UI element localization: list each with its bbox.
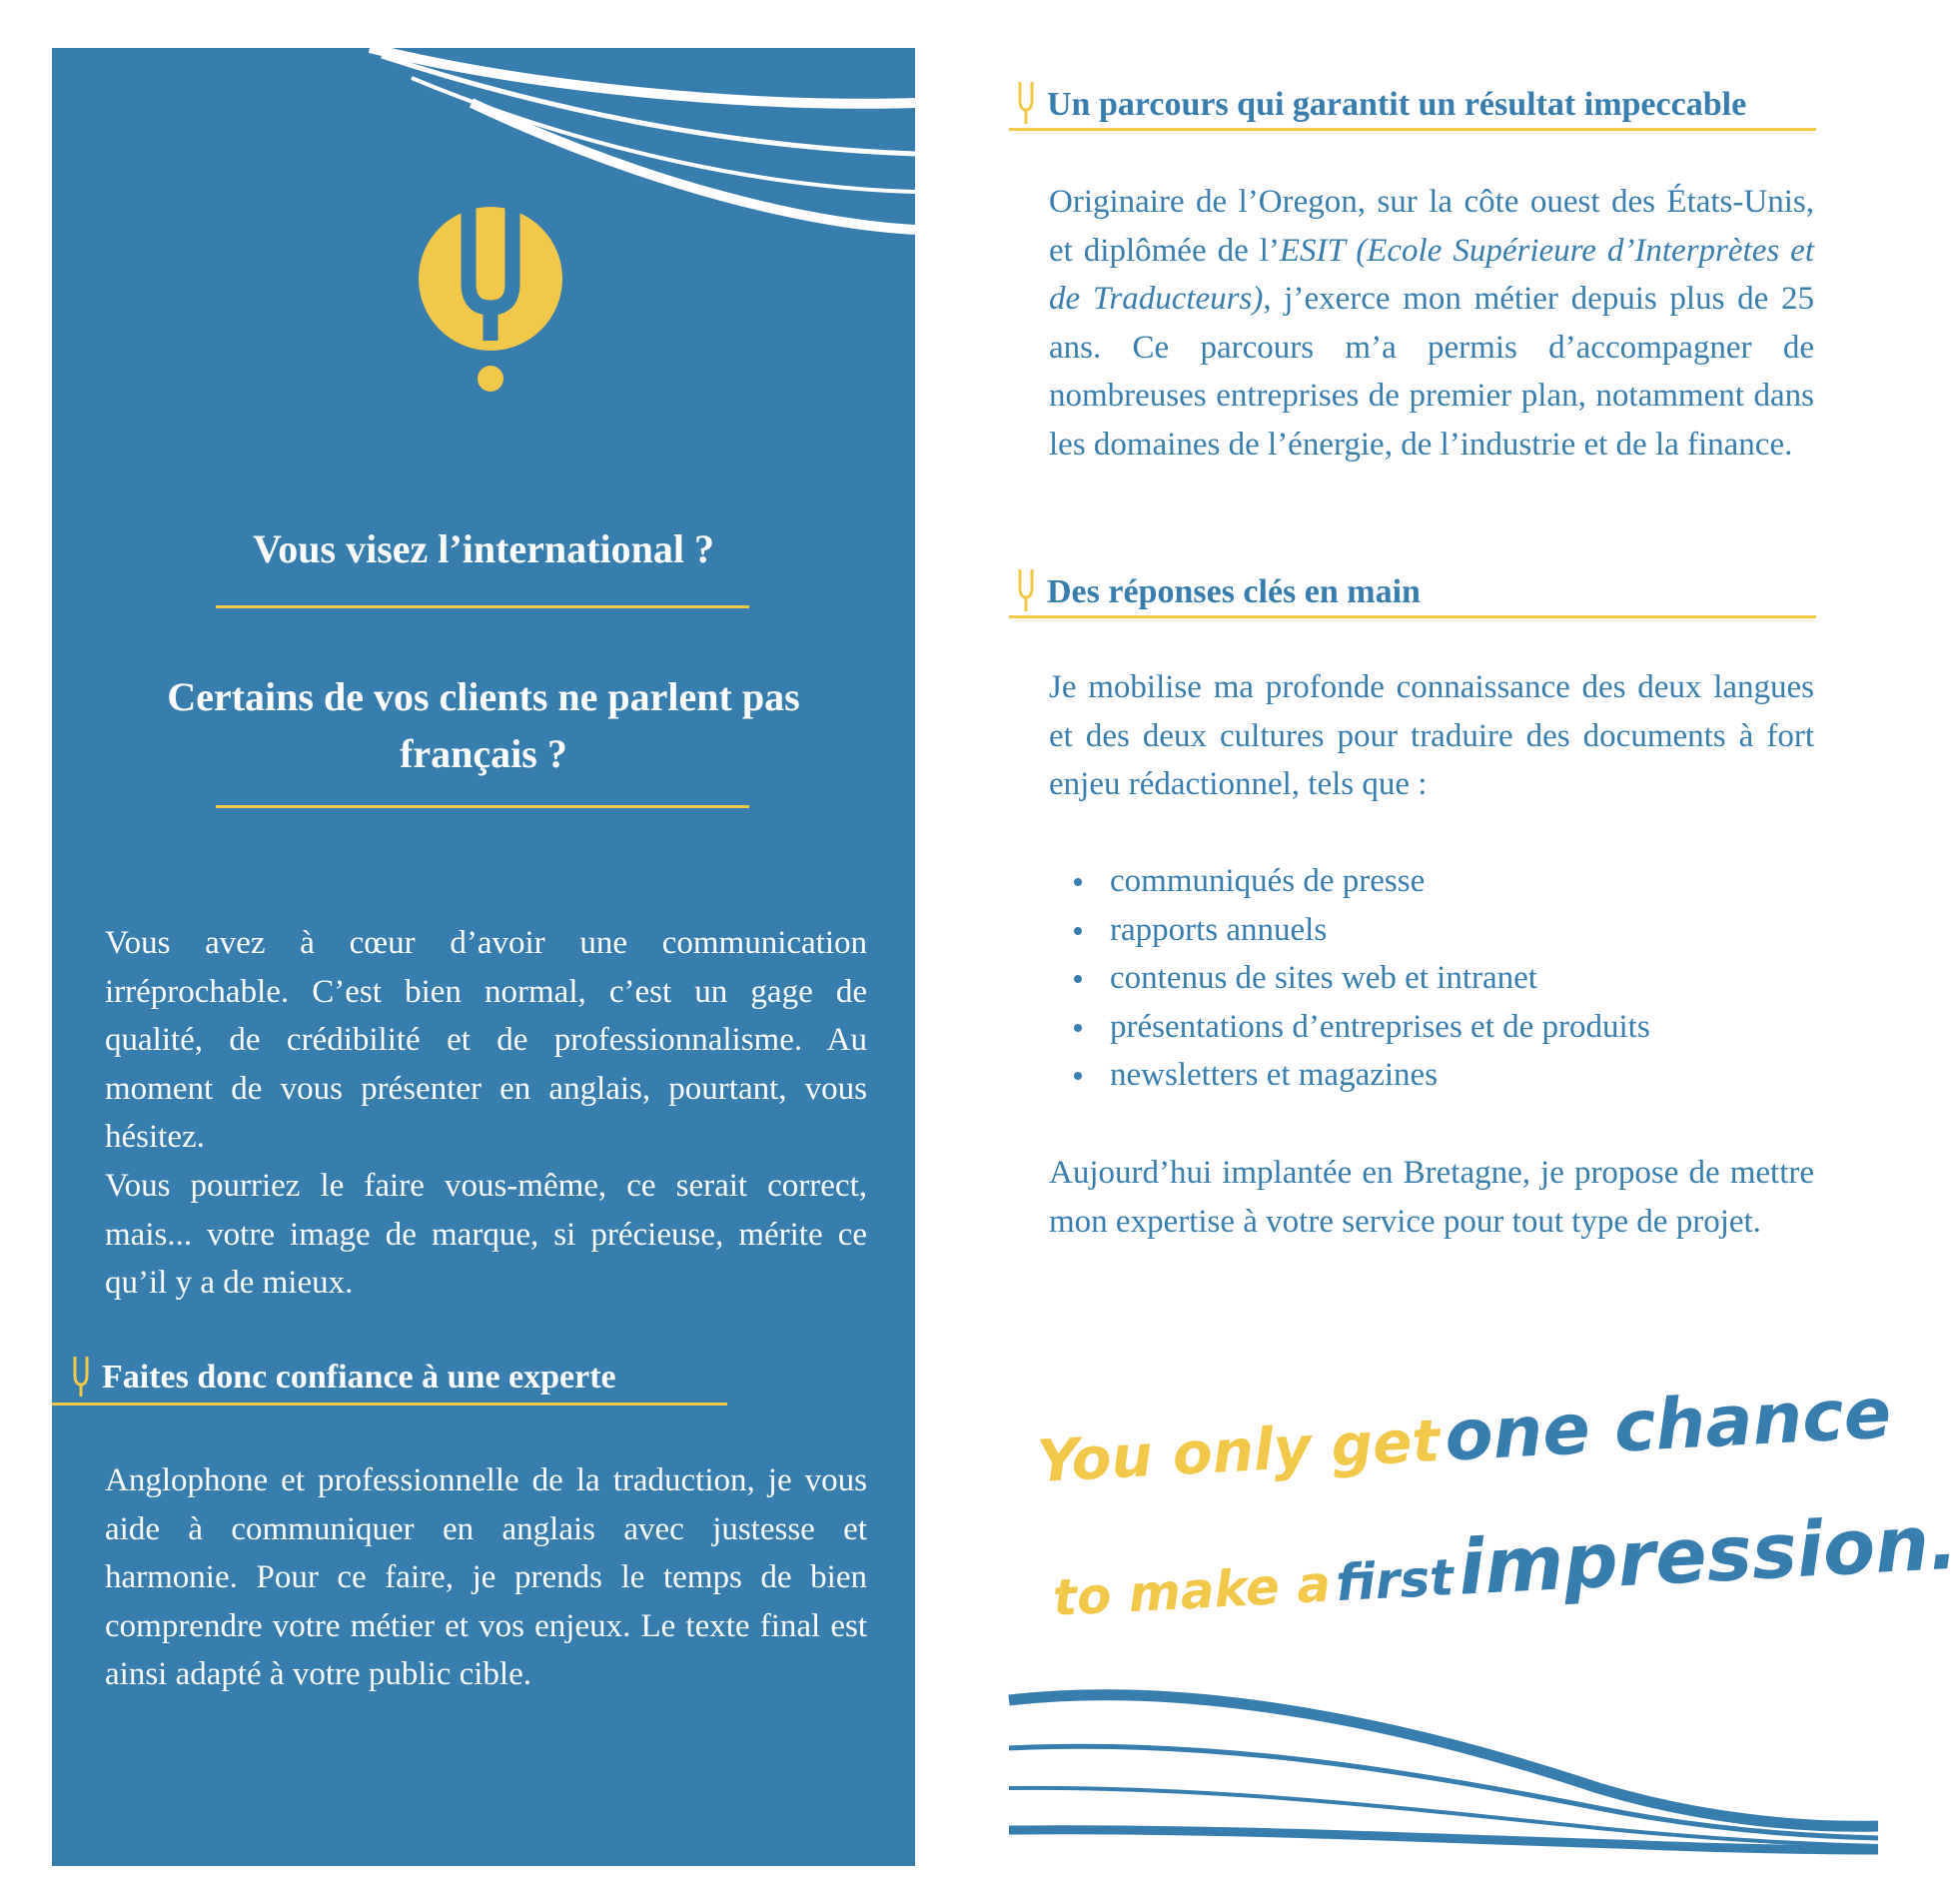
section-title-parcours: Un parcours qui garantit un résultat impeccable xyxy=(1047,86,1747,123)
list-item: présentations d’entreprises et de produits xyxy=(1049,1003,1814,1052)
heading-international: Vous visez l’international ? xyxy=(253,526,714,571)
divider-1 xyxy=(216,605,749,608)
parcours-text: Originaire de l’Oregon, sur la côte ouest des États-Unis, et diplômée de l’ESIT (Ecole Supérieure d’Interprètes et de Traducteurs), j’exerce mon métier depuis plus de 25 ans. Ce parcours m’a permis d’accompagner de nombreuses entreprises de premier plan, notamment dans les domaines de l’énergie, de l’industrie et de la finance. xyxy=(1049,184,1814,463)
document-types-list xyxy=(1049,857,1814,1100)
left-panel xyxy=(52,48,915,1866)
slogan-line-1 xyxy=(1035,1372,1893,1498)
tuning-fork-exclamation-icon xyxy=(416,206,565,396)
section-underline-reponses xyxy=(1009,615,1816,618)
section-underline-expert xyxy=(52,1403,727,1406)
section-underline-parcours xyxy=(1009,128,1816,131)
reponses-paragraph: Je mobilise ma profonde connaissance des deux langues et des deux cultures pour traduire des documents à fort enjeu rédactionnel, tels que : xyxy=(1049,669,1814,803)
section-heading-reponses xyxy=(1017,569,1421,611)
reponses-text xyxy=(1049,663,1814,809)
list-item: communiqués de presse xyxy=(1049,857,1814,906)
bullet-icon xyxy=(1074,975,1082,983)
bullet-icon xyxy=(1074,1072,1082,1080)
intro-text xyxy=(105,919,867,1308)
bullet-icon xyxy=(1074,878,1082,886)
tuning-fork-icon xyxy=(1017,569,1035,611)
closing-paragraph: Aujourd’hui implantée en Bretagne, je propose de mettre mon expertise à votre service pour tout type de projet. xyxy=(1049,1155,1814,1240)
intro-paragraph-1: Vous avez à cœur d’avoir une communication irréprochable. C’est bien normal, c’est un gage de qualité, de crédibilité et de professionnalisme. Au moment de vous présenter en anglais, pourtant, vous hésitez. xyxy=(105,925,867,1156)
list-item: newsletters et magazines xyxy=(1049,1051,1814,1100)
slogan-part-2: one chance xyxy=(1443,1372,1893,1477)
list-item: contenus de sites web et intranet xyxy=(1049,954,1814,1003)
section-heading-parcours xyxy=(1017,82,1746,124)
expert-text: Anglophone et professionnelle de la traduction, je vous aide à communiquer en anglais avec justesse et harmonie. Pour ce faire, je prends le temps de bien comprendre votre métier et vos enjeux. Le texte final est ainsi adapté à votre public cible. xyxy=(105,1462,867,1693)
bullet-icon xyxy=(1074,927,1082,935)
tuning-fork-icon xyxy=(72,1357,90,1397)
section-title-expert: Faites donc confiance à une experte xyxy=(102,1359,616,1396)
slogan-part-4: first xyxy=(1334,1548,1456,1613)
bottom-wave-decoration xyxy=(999,1678,1878,1858)
closing-text xyxy=(1049,1149,1814,1246)
divider-2 xyxy=(216,805,749,808)
tuning-fork-icon xyxy=(1017,82,1035,124)
section-title-reponses: Des réponses clés en main xyxy=(1047,573,1421,610)
bullet-list-container xyxy=(1049,857,1814,1100)
list-item: rapports annuels xyxy=(1049,906,1814,955)
slogan-part-1: You only get xyxy=(1035,1406,1442,1496)
slogan-part-5: impression. xyxy=(1456,1496,1960,1612)
slogan-part-3: to make a xyxy=(1051,1554,1333,1628)
intro-paragraph-2: Vous pourriez le faire vous-même, ce serait correct, mais... votre image de marque, si précieuse, mérite ce qu’il y a de mieux. xyxy=(105,1167,867,1302)
section-heading-expert xyxy=(72,1357,616,1397)
esit-italic: ESIT (Ecole Supérieure d’Interprètes et de Traducteurs) xyxy=(1049,232,1814,318)
slogan-line-2 xyxy=(1050,1497,1960,1633)
heading-clients: Certains de vos clients ne parlent pas français ? xyxy=(167,674,800,776)
bullet-icon xyxy=(1074,1024,1082,1032)
